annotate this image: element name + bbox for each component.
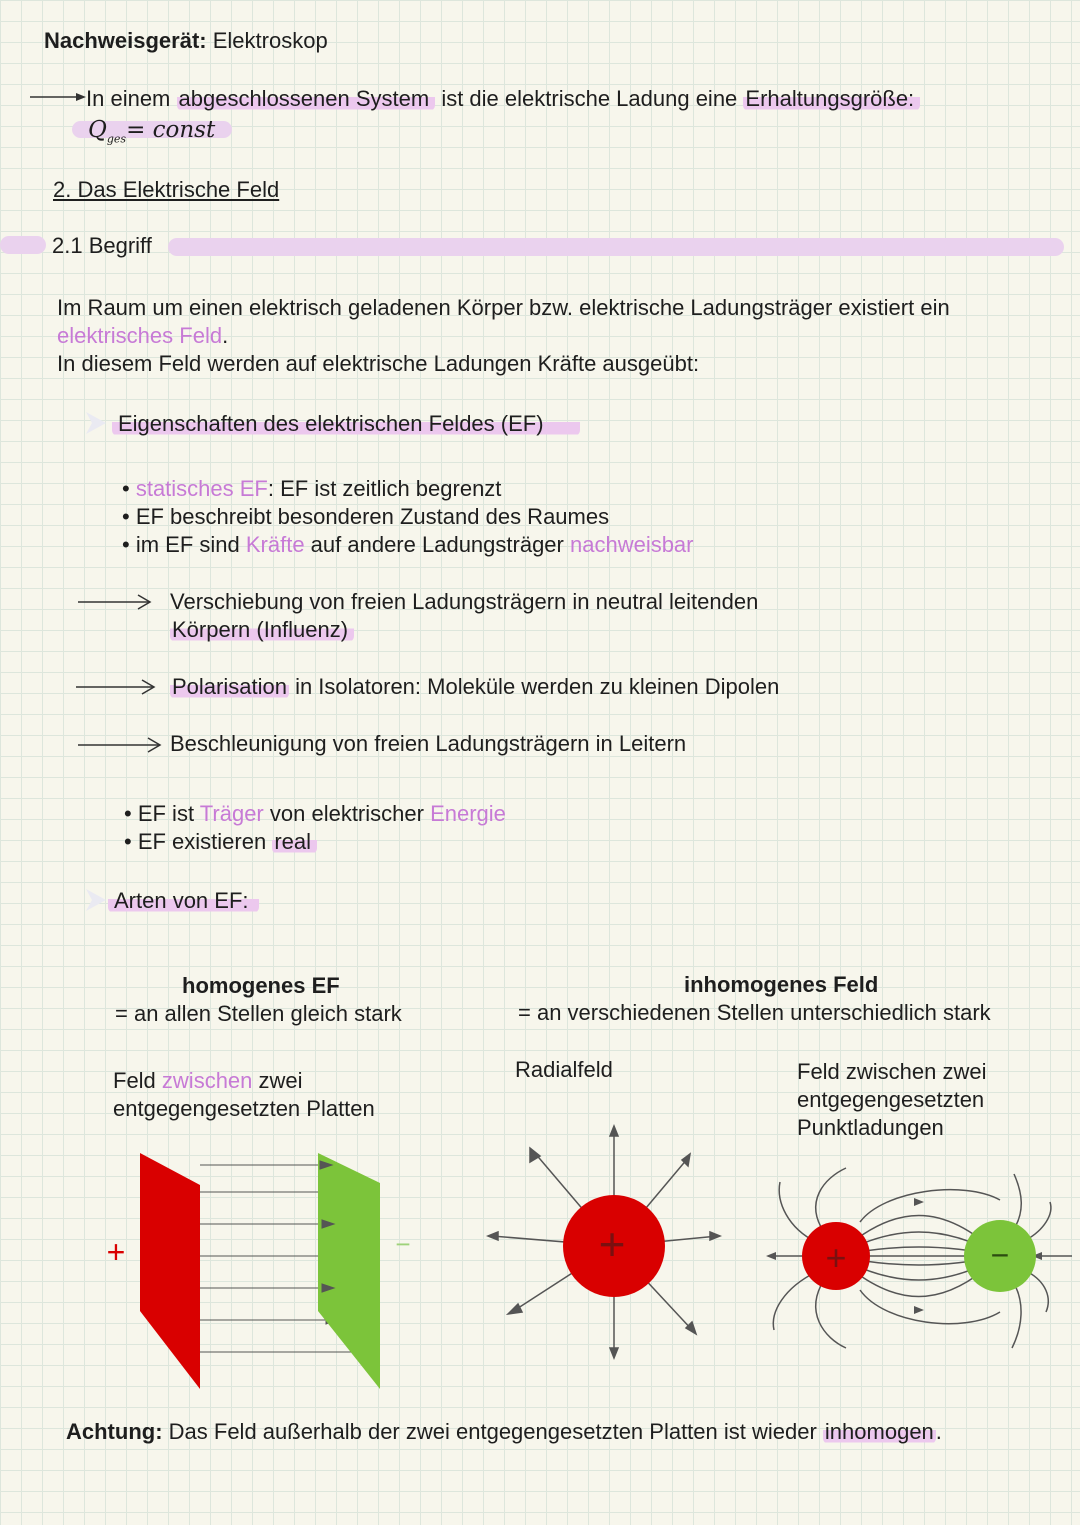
chevron-right-icon xyxy=(84,410,108,436)
radial-field-diagram xyxy=(484,1122,734,1362)
note-line: Achtung: Das Feld außerhalb der zwei entgegengesetzten Platten ist wieder inhomogen. xyxy=(66,1419,942,1444)
homogeneous-example: Feld zwischen zwei entgegengesetzten Platten xyxy=(113,1068,375,1121)
highlight-conserved-quantity: Erhaltungsgröße: xyxy=(743,86,920,111)
detector-label: Nachweisgerät: xyxy=(44,28,207,53)
homogeneous-desc: = an allen Stellen gleich stark xyxy=(115,1001,402,1026)
types-heading: Arten von EF: xyxy=(108,887,259,915)
bullet-1: • statisches EF: EF ist zeitlich begrenzt xyxy=(122,476,502,501)
detector-value: Elektroskop xyxy=(212,28,328,53)
negative-plate xyxy=(318,1153,380,1389)
intro-line-2: elektrisches Feld. xyxy=(57,323,229,348)
bullet-4: • EF ist Träger von elektrischer Energie xyxy=(124,801,506,826)
consequence-polarisation: Polarisation in Isolatoren: Moleküle werden zu kleinen Dipolen xyxy=(172,674,780,699)
bullet-2: • EF beschreibt besonderen Zustand des Raumes xyxy=(122,504,610,529)
subsection-highlight-right xyxy=(168,238,1064,256)
plate-minus-sign: − xyxy=(395,1229,411,1259)
bullet-5: • EF existieren real xyxy=(124,828,317,856)
subsection-title: 2.1 Begriff xyxy=(52,233,152,258)
intro-line-1: Im Raum um einen elektrisch geladenen Körper bzw. elektrische Ladungsträger existiert ein xyxy=(57,295,950,320)
detector-line xyxy=(44,27,328,55)
dipole-field-label: Feld zwischen zwei entgegengesetzten Punktladungen xyxy=(797,1059,987,1140)
subsection-highlight-left xyxy=(0,236,46,254)
bullet-3: • im EF sind Kräfte auf andere Ladungsträger nachweisbar xyxy=(122,532,694,557)
arrow-right-icon xyxy=(76,679,160,695)
radial-plus-sign: + xyxy=(598,1218,626,1270)
plate-capacitor-diagram xyxy=(90,1145,430,1395)
highlight-closed-system: abgeschlossenen System xyxy=(177,86,436,111)
arrow-right-icon xyxy=(78,737,164,753)
consequence-acceleration: Beschleunigung von freien Ladungsträgern in Leitern xyxy=(170,731,687,756)
formula: $Q_{ges}=$ const xyxy=(88,117,216,146)
inhomogeneous-title: inhomogenes Feld xyxy=(684,972,879,997)
homogeneous-title: homogenes EF xyxy=(182,973,340,998)
consequence-influence: Verschiebung von freien Ladungsträgern in neutral leitenden Körpern (Influenz) xyxy=(170,589,759,642)
section-title: 2. Das Elektrische Feld xyxy=(53,177,280,202)
properties-heading: Eigenschaften des elektrischen Feldes (EF) xyxy=(112,410,580,438)
conservation-line: In einem abgeschlossenen System ist die elektrische Ladung eine Erhaltungsgröße: xyxy=(86,85,920,113)
intro-line-3: In diesem Feld werden auf elektrische Ladungen Kräfte ausgeübt: xyxy=(57,351,700,376)
plate-plus-sign: + xyxy=(106,1234,126,1270)
chevron-right-icon xyxy=(84,887,108,913)
dipole-plus-sign: + xyxy=(825,1237,847,1278)
arrow-right-icon xyxy=(78,594,158,610)
inhomogeneous-desc: = an verschiedenen Stellen unterschiedlich stark xyxy=(518,1000,991,1025)
positive-plate xyxy=(140,1153,200,1389)
radial-field-label: Radialfeld xyxy=(515,1057,613,1082)
dipole-field-diagram xyxy=(764,1162,1076,1358)
dipole-minus-sign: − xyxy=(990,1237,1010,1273)
arrow-right-icon xyxy=(30,90,90,104)
